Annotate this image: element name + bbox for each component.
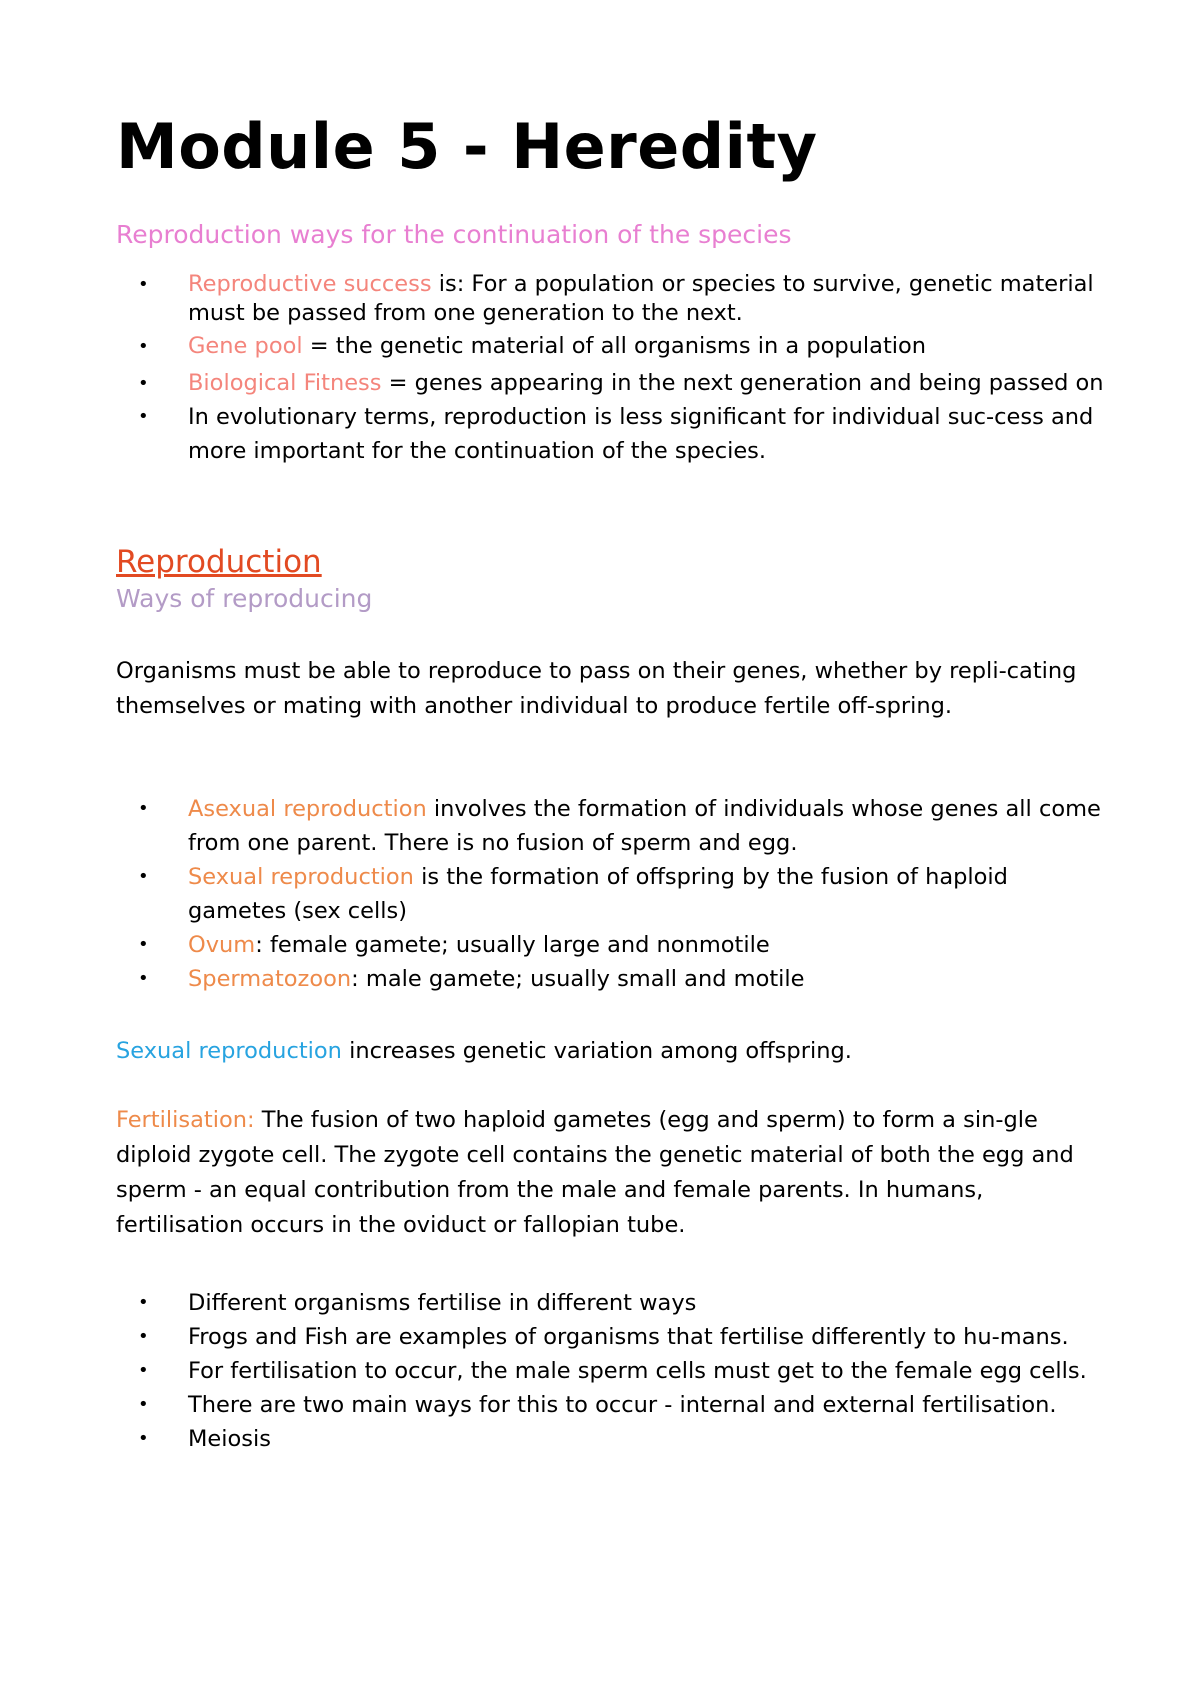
note-text: increases genetic variation among offspring. bbox=[341, 1038, 852, 1064]
list-item bbox=[116, 1422, 1106, 1456]
term-gene-pool: Gene pool bbox=[188, 333, 303, 359]
list-item bbox=[116, 792, 1106, 860]
definition-text: In evolutionary terms, reproduction is less significant for individual suc-cess and more important for the continuation of the species. bbox=[188, 404, 1094, 464]
term-sexual-reproduction-note: Sexual reproduction bbox=[116, 1038, 342, 1064]
section-heading: Reproduction bbox=[116, 544, 322, 580]
list-item-text: Frogs and Fish are examples of organisms that fertilise differently to hu-mans. bbox=[188, 1324, 1069, 1350]
list-item bbox=[116, 962, 1106, 996]
list-item bbox=[116, 1388, 1106, 1422]
sexual-reproduction-note bbox=[116, 1034, 1100, 1069]
term-biological-fitness: Biological Fitness bbox=[188, 370, 382, 396]
term-asexual-reproduction: Asexual reproduction bbox=[188, 796, 427, 822]
definition-text: = the genetic material of all organisms in a population bbox=[302, 333, 927, 359]
intro-bullet-list bbox=[116, 270, 1106, 468]
list-item-text: There are two main ways for this to occur - internal and external fertilisation. bbox=[188, 1392, 1057, 1418]
term-sexual-reproduction: Sexual reproduction bbox=[188, 864, 414, 890]
list-item-text: For fertilisation to occur, the male sperm cells must get to the female egg cells. bbox=[188, 1358, 1087, 1384]
term-spermatozoon: Spermatozoon bbox=[188, 966, 352, 992]
list-item bbox=[116, 1286, 1106, 1320]
definition-text: is: For a population or species to survive, genetic material must be passed from one generation to the next. bbox=[188, 271, 1094, 326]
fertilisation-bullet-list bbox=[116, 1286, 1106, 1456]
term-ovum: Ovum bbox=[188, 932, 256, 958]
list-item bbox=[116, 860, 1106, 928]
definition-text: = genes appearing in the next generation and being passed on bbox=[381, 370, 1104, 396]
list-item bbox=[116, 367, 1106, 400]
list-item bbox=[116, 270, 1106, 328]
intro-paragraph: Organisms must be able to reproduce to pass on their genes, whether by repli-cating themselves or mating with another individual to produce fertile off-spring. bbox=[116, 658, 1077, 719]
term-fertilisation: Fertilisation: bbox=[116, 1107, 255, 1133]
list-item bbox=[116, 1320, 1106, 1354]
fertilisation-paragraph bbox=[116, 1103, 1100, 1243]
list-item-text: Meiosis bbox=[188, 1426, 271, 1452]
section-subheading: Ways of reproducing bbox=[116, 584, 373, 613]
list-item bbox=[116, 928, 1106, 962]
reproduction-bullet-list bbox=[116, 792, 1106, 996]
definition-text: : female gamete; usually large and nonmotile bbox=[255, 932, 770, 958]
definition-text: involves the formation of individuals whose genes all come from one parent. There is no fusion of sperm and egg. bbox=[188, 796, 1101, 856]
page-title: Module 5 - Heredity bbox=[116, 110, 818, 183]
list-item-text: Different organisms fertilise in different ways bbox=[188, 1290, 697, 1316]
fertilisation-text: The fusion of two haploid gametes (egg and sperm) to form a sin-gle diploid zygote cell. The zygote cell contains the genetic material of both the egg and sperm - an equal contribution from the male and female parents. In humans, fertilisation occurs in the oviduct or fallopian tube. bbox=[116, 1107, 1074, 1238]
list-item bbox=[116, 1354, 1106, 1388]
page-subtitle: Reproduction ways for the continuation of the species bbox=[116, 220, 792, 249]
definition-text: is the formation of offspring by the fusion of haploid gametes (sex cells) bbox=[188, 864, 1008, 924]
list-item bbox=[116, 400, 1106, 468]
definition-text: : male gamete; usually small and motile bbox=[351, 966, 805, 992]
term-reproductive-success: Reproductive success bbox=[188, 271, 432, 297]
list-item bbox=[116, 332, 1106, 361]
